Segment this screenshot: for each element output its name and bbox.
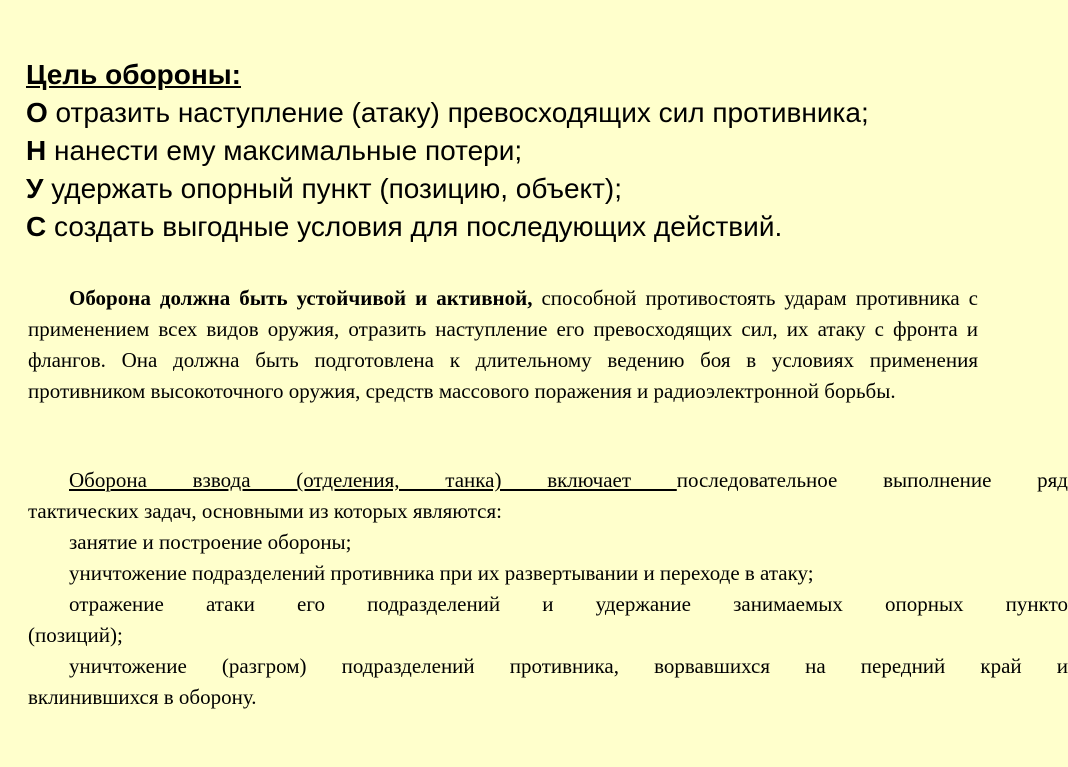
goal-text: удержать опорный пункт (позицию, объект); xyxy=(43,173,623,204)
paragraph-row xyxy=(28,465,1068,496)
list-item-text: (позиций); xyxy=(28,623,123,647)
defense-goal-block xyxy=(26,56,1006,246)
goal-line-n xyxy=(26,132,1006,170)
paragraph-row xyxy=(28,496,1068,527)
goal-line-u xyxy=(26,170,1006,208)
list-item-continuation xyxy=(28,682,1068,713)
goal-letter: Н xyxy=(26,135,47,166)
goal-letter: У xyxy=(26,173,44,204)
defense-requirements-paragraph xyxy=(28,283,978,407)
list-item-text: уничтожение (разгром) подразделений противника, ворвавшихся на передний край и xyxy=(69,654,1068,678)
list-item xyxy=(28,527,1068,558)
list-item xyxy=(28,558,1068,589)
platoon-defense-paragraph xyxy=(28,465,1068,713)
list-item xyxy=(28,589,1068,620)
goal-title: Цель обороны: xyxy=(26,59,242,90)
goal-letter: О xyxy=(26,97,48,128)
goal-text: создать выгодные условия для последующих действий. xyxy=(46,211,783,242)
goal-letter: С xyxy=(26,211,47,242)
list-item-continuation xyxy=(28,620,1068,651)
goal-line-s xyxy=(26,208,1006,246)
underlined-phrase: Оборона взвода (отделения, танка) включает xyxy=(69,468,677,492)
goal-line-o xyxy=(26,94,1006,132)
list-item-text: занятие и построение обороны; xyxy=(69,530,352,554)
intro-text: тактических задач, основными из которых являются: xyxy=(28,499,502,523)
goal-text: нанести ему максимальные потери; xyxy=(46,135,523,166)
intro-text: последовательное выполнение ряд xyxy=(676,468,1068,492)
paragraph-lead: Оборона должна быть устойчивой и активной, xyxy=(69,286,533,310)
list-item-text: уничтожение подразделений противника при их развертывании и переходе в атаку; xyxy=(69,561,814,585)
list-item-text: отражение атаки его подразделений и удержание занимаемых опорных пункто xyxy=(69,592,1068,616)
list-item-text: вклинившихся в оборону. xyxy=(28,685,257,709)
paragraph-body: способной противостоять ударам противника с применением всех видов оружия, отразить наступление его превосходящих сил, их атаку с фронта и флангов. Она должна быть подготовлена к длительному ведению боя в условиях применения противником высокоточного оружия, средств массового поражения и радиоэлектронной борьбы. xyxy=(28,286,978,403)
list-item xyxy=(28,651,1068,682)
goal-text: отразить наступление (атаку) превосходящих сил противника; xyxy=(47,97,869,128)
